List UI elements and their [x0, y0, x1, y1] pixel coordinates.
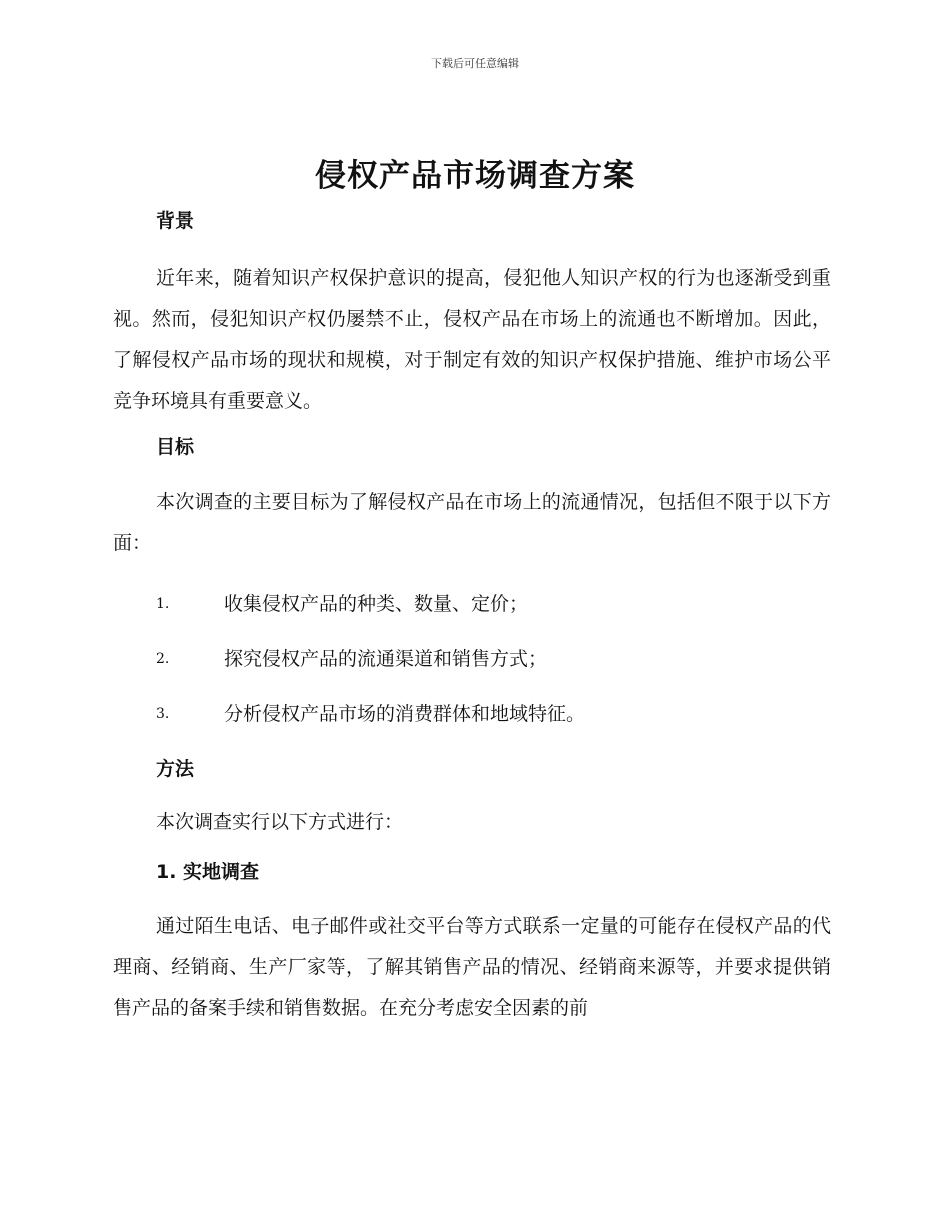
document-title: 侵权产品市场调查方案 — [315, 158, 635, 194]
list-item — [113, 700, 831, 728]
goal-heading: 目标 — [156, 436, 195, 458]
list-item-text: 收集侵权产品的种类、数量、定价； — [224, 593, 529, 615]
list-item — [113, 645, 831, 673]
method-paragraph: 本次调查实行以下方式进行： — [156, 811, 404, 833]
field-survey-heading: 1. 实地调查 — [156, 861, 260, 883]
method-heading: 方法 — [156, 758, 195, 780]
background-heading: 背景 — [156, 210, 195, 232]
header-note: 下载后可任意编辑 — [431, 57, 519, 70]
background-paragraph: 近年来，随着知识产权保护意识的提高，侵犯他人知识产权的行为也逐渐受到重视。然而，侵犯知识产权仍屡禁不止，侵权产品在市场上的流通也不断增加。因此，了解侵权产品市场的现状和规模，对于制定有效的知识产权保护措施、维护市场公平竞争环境具有重要意义。 — [113, 267, 831, 412]
list-item — [113, 590, 831, 618]
list-item-text: 分析侵权产品市场的消费群体和地域特征。 — [224, 703, 586, 725]
field-survey-paragraph: 通过陌生电话、电子邮件或社交平台等方式联系一定量的可能存在侵权产品的代理商、经销商、生产厂家等，了解其销售产品的情况、经销商来源等，并要求提供销售产品的备案手续和销售数据。在充分考虑安全因素的前 — [113, 915, 831, 1019]
list-item-number: 1. — [156, 596, 170, 612]
goal-paragraph: 本次调查的主要目标为了解侵权产品在市场上的流通情况，包括但不限于以下方面： — [113, 491, 831, 554]
list-item-number: 3. — [156, 706, 170, 722]
list-item-text: 探究侵权产品的流通渠道和销售方式； — [224, 648, 548, 670]
list-item-number: 2. — [156, 651, 170, 667]
document-body — [113, 198, 831, 1029]
